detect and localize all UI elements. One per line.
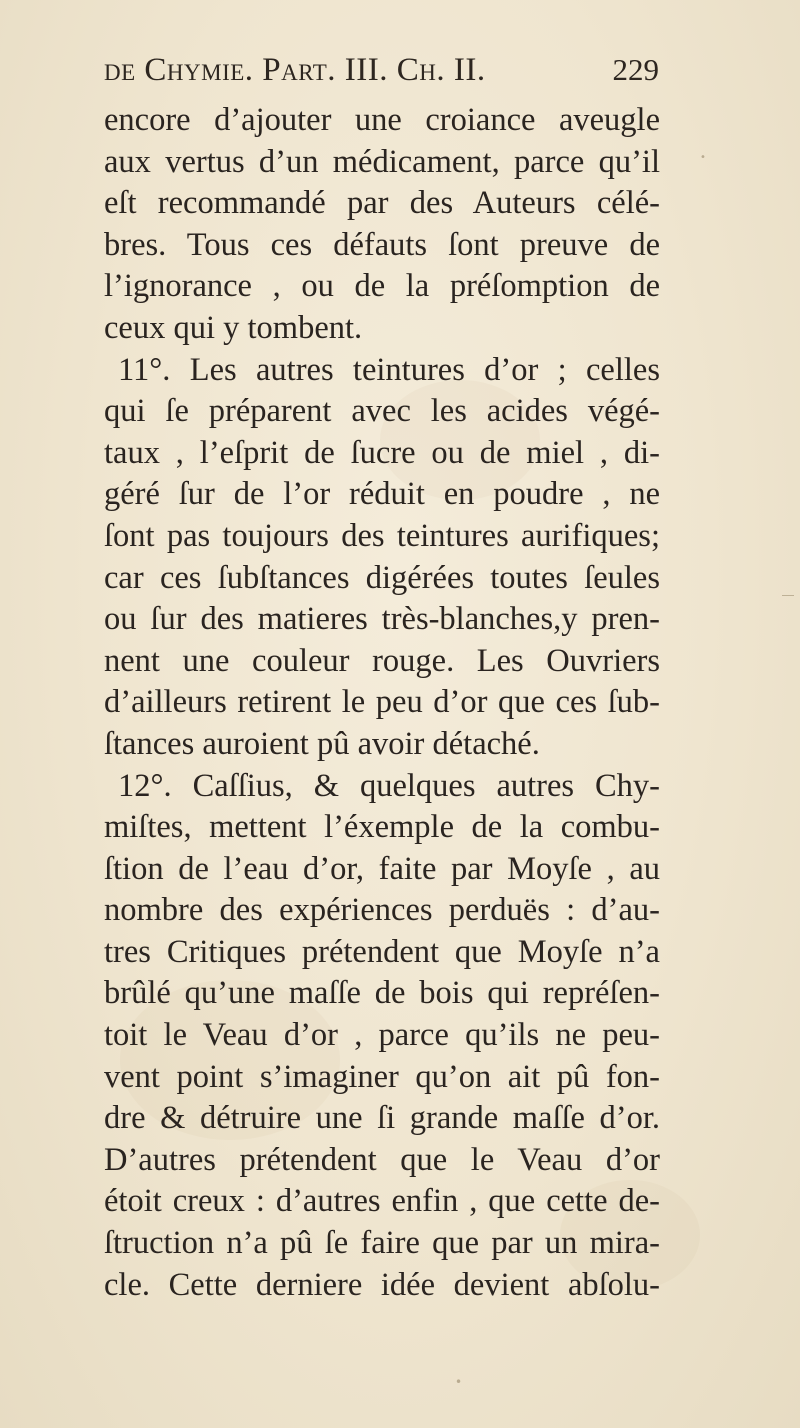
ink-speck: ― — [782, 588, 794, 602]
text-line: ou ſur des matieres très-blanches,y pren- — [104, 601, 660, 638]
text-line: miſtes, mettent l’éxemple de la combu- — [104, 809, 660, 846]
text-line: eſt recommandé par des Auteurs célé- — [104, 185, 660, 222]
body-text — [104, 100, 660, 1306]
text-line: ſont pas toujours des teintures aurifiques; — [104, 517, 660, 554]
text-line: ſtruction n’a pû ſe faire que par un mira- — [104, 1225, 660, 1262]
text-line: D’autres prétendent que le Veau d’or — [104, 1141, 660, 1178]
text-line: qui ſe préparent avec les acides végé- — [104, 393, 660, 430]
text-line: vent point s’imaginer qu’on ait pû fon- — [104, 1058, 660, 1095]
text-line: brûlé qu’une maſſe de bois qui repréſen- — [104, 975, 660, 1012]
text-line: bres. Tous ces défauts ſont preuve de — [104, 226, 660, 263]
text-line: toit le Veau d’or , parce qu’ils ne peu- — [104, 1017, 660, 1054]
text-line: étoit creux : d’autres enfin , que cette de- — [104, 1183, 660, 1220]
text-line: tres Critiques prétendent que Moyſe n’a — [104, 933, 660, 970]
page-header — [104, 52, 659, 98]
text-line: cle. Cette derniere idée devient abſolu- — [104, 1266, 660, 1303]
running-title: de Chymie. Part. III. Ch. II. — [104, 52, 486, 88]
text-line: taux , l’eſprit de ſucre ou de miel , di- — [104, 434, 660, 471]
text-line: l’ignorance , ou de la préſomption de — [104, 268, 660, 305]
text-line: nombre des expériences perduës : d’au- — [104, 892, 660, 929]
text-line: nent une couleur rouge. Les Ouvriers — [104, 642, 660, 679]
text-line: ceux qui y tombent. — [104, 309, 363, 346]
ink-speck: • — [700, 152, 706, 163]
text-line: ſtances auroient pû avoir détaché. — [104, 725, 540, 762]
text-line: 12°. Caſſius, & quelques autres Chy- — [118, 767, 660, 804]
page-number: 229 — [612, 52, 659, 87]
text-line: 11°. Les autres teintures d’or ; celles — [118, 351, 660, 388]
text-line: ſtion de l’eau d’or, faite par Moyſe , au — [104, 850, 660, 887]
text-line: car ces ſubſtances digérées toutes ſeules — [104, 559, 660, 596]
text-line: d’ailleurs retirent le peu d’or que ces ſub- — [104, 684, 660, 721]
text-line: dre & détruire une ſi grande maſſe d’or. — [104, 1100, 660, 1137]
text-line: encore d’ajouter une croiance aveugle — [104, 102, 660, 138]
text-line: aux vertus d’un médicament, parce qu’il — [104, 143, 660, 180]
text-line: géré ſur de l’or réduit en poudre , ne — [104, 476, 660, 513]
ink-speck: • — [455, 1375, 463, 1389]
